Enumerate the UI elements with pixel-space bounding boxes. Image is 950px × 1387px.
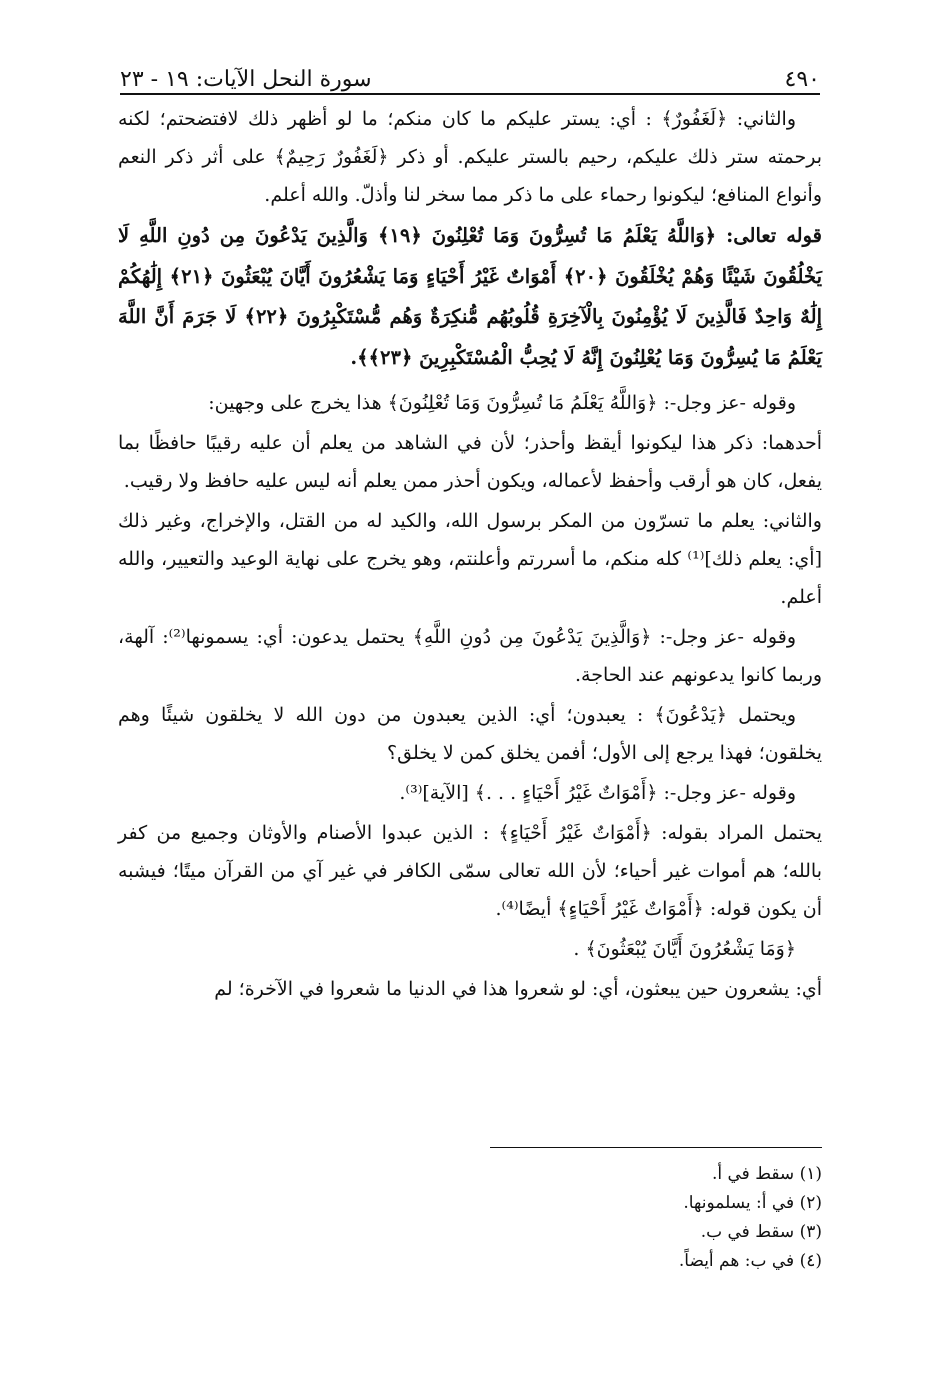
verse-text: ﴿وَاللَّهُ يَعْلَمُ مَا تُسِرُّونَ وَمَا تُعْلِنُونَ ﴿١٩﴾ وَالَّذِينَ يَدْعُونَ مِن دُونِ اللَّهِ لَا يَخْلُقُونَ شَيْئًا وَهُمْ يُخْلَقُونَ ﴿٢٠﴾ أَمْوَاتٌ غَيْرُ أَحْيَاءٍ وَمَا يَشْعُرُونَ أَيَّانَ يُبْعَثُونَ ﴿٢١﴾ إِلَٰهُكُمْ إِلَٰهٌ وَاحِدٌ فَالَّذِينَ لَا يُؤْمِنُونَ بِالْآخِرَةِ قُلُوبُهُم مُّنكِرَةٌ وَهُم مُّسْتَكْبِرُونَ ﴿٢٢﴾ لَا جَرَمَ أَنَّ اللَّهَ يَعْلَمُ مَا يُسِرُّونَ وَمَا يُعْلِنُونَ إِنَّهُ لَا يُحِبُّ الْمُسْتَكْبِرِينَ ﴿٢٣﴾﴾. xyxy=(118,224,822,369)
commentary-3: والثاني: يعلم ما تسرّون من المكر برسول الله، والكيد له من القتل، والإخراج، وغير ذلك [أي: يعلم ذلك]⁽¹⁾ كله منكم، ما أسررتم وأعلنتم، وهو يخرج على نهاية الوعيد والتعيير، والله أعلم. xyxy=(118,510,822,608)
commentary-6: وقوله -عز وجل-: ﴿أَمْوَاتٌ غَيْرُ أَحْيَاءٍ . . .﴾ [الآية]⁽³⁾. xyxy=(399,782,796,804)
footnote-3: (٣) سقط في ب. xyxy=(700,1222,822,1242)
footnote-2: (٢) في أ: يسلمونها. xyxy=(683,1193,822,1213)
running-title: سورة النحل الآيات: ١٩ - ٢٣ xyxy=(120,67,372,92)
page-number: ٤٩٠ xyxy=(784,67,820,92)
verse-lead: قوله تعالى: xyxy=(726,224,822,247)
running-header xyxy=(120,52,820,92)
commentary-1: وقوله -عز وجل-: ﴿وَاللَّهُ يَعْلَمُ مَا تُسِرُّونَ وَمَا تُعْلِنُونَ﴾ هذا يخرج على وجهين: xyxy=(208,392,796,414)
commentary-5: ويحتمل ﴿يَدْعُونَ﴾ : يعبدون؛ أي: الذين يعبدون من دون الله لا يخلقون شيئًا وهم يخلقون؛ فهذا يرجع إلى الأول؛ أفمن يخلق كمن لا يخلق؟ xyxy=(118,704,822,764)
paragraph-1: والثاني: ﴿لَغَفُورٌ﴾ : أي: يستر عليكم ما كان منكم؛ ما لو أظهر ذلك لافتضحتم؛ لكنه برحمته ستر ذلك عليكم، رحيم بالستر عليكم. أو ذكر ﴿لَغَفُورٌ رَحِيمٌ﴾ على أثر ذكر النعم وأنواع المنافع؛ ليكونوا رحماء على ما ذكر مما سخر لنا وأذلّ. والله أعلم. xyxy=(118,108,822,206)
commentary-2: أحدهما: ذكر هذا ليكونوا أيقظ وأحذر؛ لأن في الشاهد من يعلم أن عليه رقيبًا حافظًا بما يفعل، كان هو أرقب وأحفظ لأعماله، ويكون أحذر ممن يعلم أنه ليس عليه حافظ ولا رقيب. xyxy=(118,432,822,492)
quran-verse-block xyxy=(118,216,822,378)
footnote-1: (١) سقط في أ. xyxy=(711,1164,822,1184)
footnote-separator xyxy=(490,1147,822,1148)
footnote-4: (٤) في ب: هم أيضاً. xyxy=(678,1251,822,1271)
commentary-7: يحتمل المراد بقوله: ﴿أَمْوَاتٌ غَيْرُ أَحْيَاءٍ﴾ : الذين عبدوا الأصنام والأوثان وجميع من كفر بالله؛ هم أموات غير أحياء؛ لأن الله تعالى سمّى الكافر في غير آي من القرآن ميتًا؛ فيشبه أن يكون قوله: ﴿أَمْوَاتٌ غَيْرُ أَحْيَاءٍ﴾ أيضًا⁽⁴⁾. xyxy=(118,822,822,920)
header-rule xyxy=(120,93,820,95)
footnotes xyxy=(442,1160,822,1276)
commentary-4: وقوله -عز وجل-: ﴿وَالَّذِينَ يَدْعُونَ مِن دُونِ اللَّهِ﴾ يحتمل يدعون: أي: يسمونها⁽²⁾: آلهة، وربما كانوا يدعونهم عند الحاجة. xyxy=(118,626,822,686)
main-text xyxy=(118,100,822,1010)
commentary-8: ﴿وَمَا يَشْعُرُونَ أَيَّانَ يُبْعَثُونَ﴾ . xyxy=(573,938,796,960)
commentary-9: أي: يشعرون حين يبعثون، أي: لو شعروا هذا في الدنيا ما شعروا في الآخرة؛ لم xyxy=(214,978,822,1000)
